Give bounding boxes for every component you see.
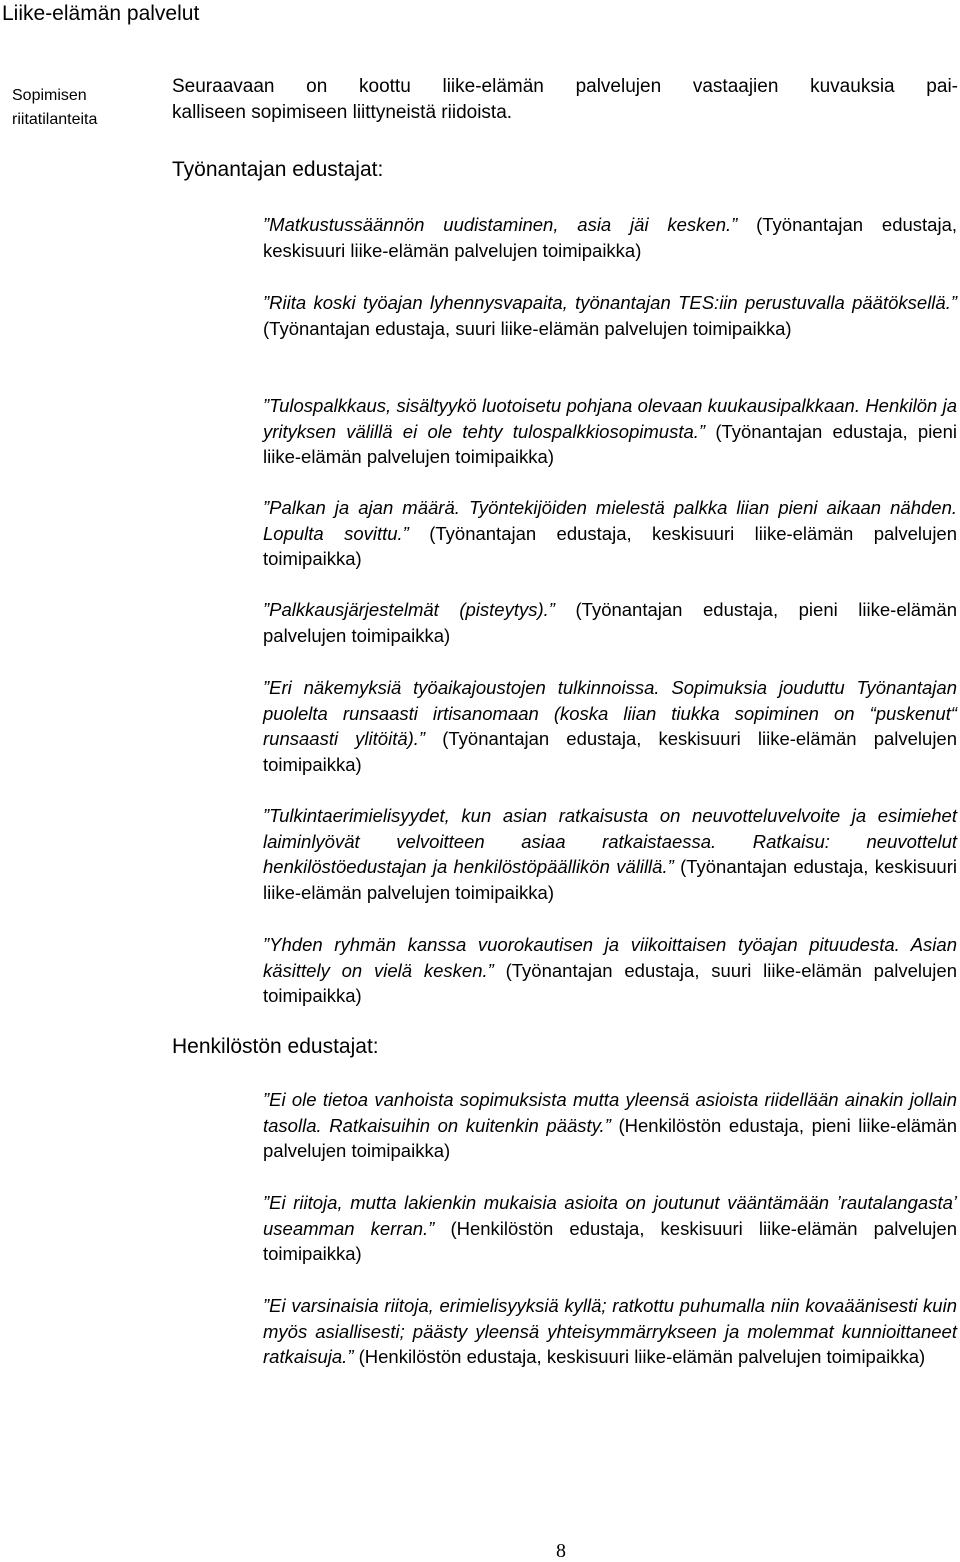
employer-quote-6 bbox=[263, 675, 957, 777]
intro-paragraph bbox=[172, 74, 958, 126]
quote-text: ”Matkustussäännön uudistaminen, asia jäi kesken.” bbox=[263, 214, 738, 235]
side-label-line-1: Sopimisen bbox=[12, 87, 87, 104]
quote-source: (Henkilöstön edustaja, pieni liike-elämän palvelujen toimipaikka) bbox=[263, 1114, 957, 1161]
quote-source: (Työnantajan edustaja, pieni liike-elämän palvelujen toimipaikka) bbox=[263, 420, 957, 467]
quote-source: (Työnantajan edustaja, keskisuuri liike-elämän palvelujen toimipaikka) bbox=[263, 728, 958, 775]
quote-text: ”Palkan ja ajan määrä. Työntekijöiden mielestä palkka liian pieni aikaan nähden. Lopulta sovittu.” bbox=[263, 497, 957, 544]
intro-line-1: Seuraavaan on koottu liike-elämän palvelujen vastaajien kuvauksia pai- bbox=[172, 76, 958, 97]
quote-source: (Henkilöstön edustaja, keskisuuri liike-elämän palvelujen toimipaikka) bbox=[263, 1217, 957, 1264]
employer-quote-8 bbox=[263, 932, 957, 1009]
quote-source: (Työnantajan edustaja, keskisuuri liike-elämän palvelujen toimipaikka) bbox=[263, 214, 957, 261]
quote-text: ”Ei riitoja, mutta lakienkin mukaisia asioita on joutunut vääntämään ’rautalangasta’ useamman kerran.” bbox=[263, 1192, 957, 1239]
page-title: Liike-elämän palvelut bbox=[2, 2, 200, 25]
side-label bbox=[12, 84, 162, 132]
quote-text: ”Riita koski työajan lyhennysvapaita, työnantajan TES:iin perustuvalla päätöksellä.” bbox=[263, 292, 957, 313]
quote-text: ”Palkkausjärjestelmät (pisteytys).” bbox=[263, 599, 555, 620]
intro-line-2: kalliseen sopimiseen liittyneistä riidoista. bbox=[172, 102, 513, 123]
employer-quote-7 bbox=[263, 803, 957, 905]
quote-text: ”Ei varsinaisia riitoja, erimielisyyksiä kyllä; ratkottu puhumalla niin kovaäänisesti kuin myös asiallisesti; päästy yleensä yhteisymmärrykseen ja molemmat kunnioittaneet ratkaisuja.” bbox=[263, 1295, 957, 1367]
quote-text: ”Ei ole tietoa vanhoista sopimuksista mutta yleensä asioista riidellään ainakin jollain tasolla. Ratkaisuihin on kuitenkin päästy.” bbox=[263, 1089, 957, 1136]
quote-text: ”Tulkintaerimielisyydet, kun asian ratkaisusta on neuvotteluvelvoite ja esimiehet laiminlyövät velvoitteen asiaa ratkaistaessa. Ratkaisu: neuvottelut henkilöstöedustajan ja henkilöstöpäällikön välillä.” bbox=[263, 805, 957, 877]
employer-quote-3 bbox=[263, 393, 957, 470]
quote-source: (Henkilöstön edustaja, keskisuuri liike-elämän palvelujen toimipaikka) bbox=[353, 1346, 926, 1367]
quote-text: ”Eri näkemyksiä työaikajoustojen tulkinnoissa. Sopimuksia jouduttu Työnantajan puolelta runsaasti irtisanomaan (koska liian tiukka sopiminen on “puskenut“ runsaasti ylitöitä).” bbox=[263, 677, 957, 749]
staff-quote-3 bbox=[263, 1293, 957, 1370]
staff-quote-2 bbox=[263, 1190, 957, 1267]
employer-quote-1 bbox=[263, 212, 957, 263]
staff-section-heading: Henkilöstön edustajat: bbox=[172, 1035, 379, 1058]
quote-source: (Työnantajan edustaja, keskisuuri liike-elämän palvelujen toimipaikka) bbox=[263, 522, 958, 569]
page-number: 8 bbox=[556, 1540, 566, 1562]
quote-source: (Työnantajan edustaja, suuri liike-elämän palvelujen toimipaikka) bbox=[263, 317, 792, 339]
quote-text: ”Yhden ryhmän kanssa vuorokautisen ja viikoittaisen työajan pituudesta. Asian käsittely on vielä kesken.” bbox=[263, 934, 957, 981]
quote-source: (Työnantajan edustaja, suuri liike-elämän palvelujen toimipaikka) bbox=[263, 959, 957, 1006]
side-label-line-2: riitatilanteita bbox=[12, 111, 98, 128]
employer-section-heading: Työnantajan edustajat: bbox=[172, 158, 384, 181]
quote-source: (Työnantajan edustaja, keskisuuri liike-elämän palvelujen toimipaikka) bbox=[263, 856, 957, 903]
employer-quote-2 bbox=[263, 290, 957, 341]
employer-quote-4 bbox=[263, 495, 957, 572]
employer-quote-5 bbox=[263, 597, 957, 648]
quote-text: ”Tulospalkkaus, sisältyykö luotoisetu pohjana olevaan kuukausipalkkaan. Henkilön ja yrityksen välillä ei ole tehty tulospalkkiosopimusta.” bbox=[263, 395, 957, 442]
quote-source: (Työnantajan edustaja, pieni liike-elämän palvelujen toimipaikka) bbox=[263, 599, 957, 646]
staff-quote-1 bbox=[263, 1087, 957, 1164]
